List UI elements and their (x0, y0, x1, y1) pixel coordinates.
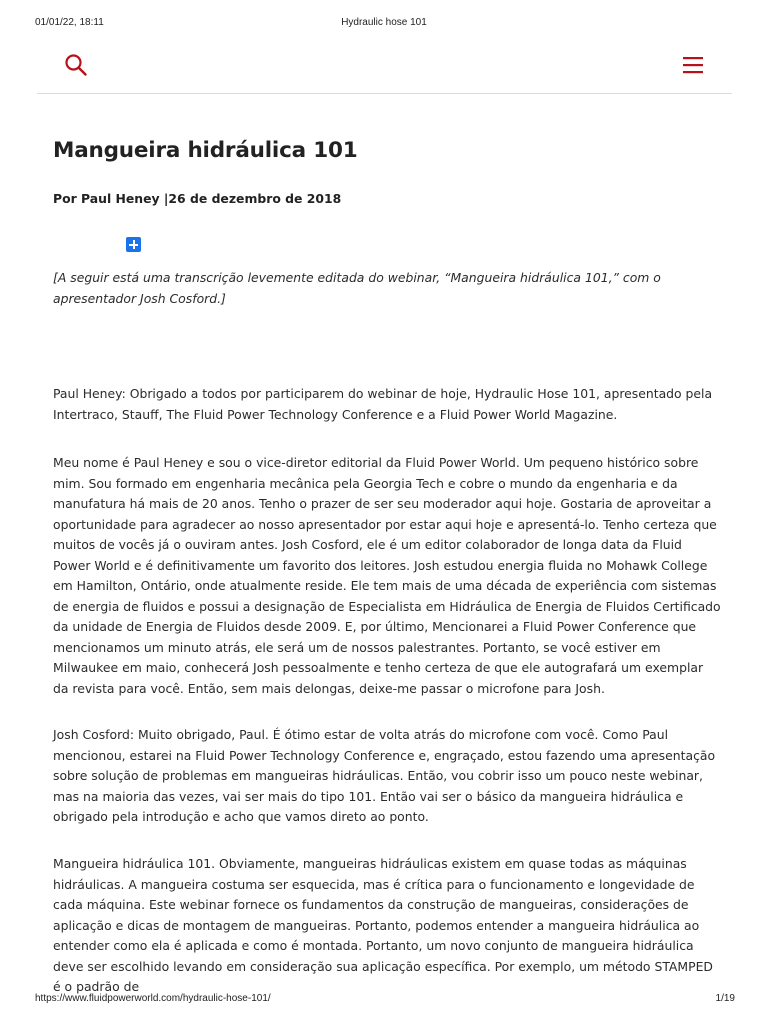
print-page-number: 1/19 (715, 993, 735, 1004)
plus-share-icon[interactable] (126, 237, 141, 252)
article-paragraph: Meu nome é Paul Heney e sou o vice-diretor editorial da Fluid Power World. Um pequeno histórico sobre mim. Sou formado em engenharia mecânica pela Georgia Tech e cobre o mundo da engenharia e da manufatura há mais de 20 anos. Tenho o prazer de ser seu moderador aqui hoje. Gostaria de aproveitar a oportunidade para agradecer ao nosso apresentador por estar aqui hoje e apresentá-lo. Tenho certeza que muitos de vocês já o ouviram antes. Josh Cosford, ele é um editor colaborador de longa data da Fluid Power World e é definitivamente um favorito dos leitores. Josh estudou energia fluida no Mohawk College em Hamilton, Ontário, onde atualmente reside. Ele tem mais de uma década de experiência com sistemas de energia de fluidos e possui a designação de Especialista em Hidráulica de Energia de Fluidos Certificado da unidade de Energia de Fluidos desde 2009. E, por último, Mencionarei a Fluid Power Conference que mencionamos um minuto atrás, ele será um de nossos palestrantes. Portanto, se você estiver em Milwaukee em maio, conhecerá Josh pessoalmente e tenho certeza de que ele autografará um exemplar da revista para você. Então, sem mais delongas, deixe-me passar o microfone para Josh. (53, 455, 721, 696)
print-url: https://www.fluidpowerworld.com/hydraulic-hose-101/ (35, 993, 271, 1004)
print-footer (0, 993, 768, 1007)
article (53, 136, 721, 994)
article-paragraph: Josh Cosford: Muito obrigado, Paul. É ótimo estar de volta atrás do microfone com você. Como Paul mencionou, estarei na Fluid Power Technology Conference e, engraçado, estou fazendo uma apresentação sobre solução de problemas em mangueiras hidráulicas. Então, vou cobrir isso um pouco neste webinar, mas na maioria das vezes, vai ser mais do tipo 101. Então vai ser o básico da mangueira hidráulica e obrigado pela introdução e acho que vamos direto ao ponto. (53, 727, 716, 824)
article-paragraph: Mangueira hidráulica 101. Obviamente, mangueiras hidráulicas existem em quase todas as máquinas hidráulicas. A mangueira costuma ser esquecida, mas é crítica para o funcionamento e longevidade de cada máquina. Este webinar fornece os fundamentos da construção de mangueiras, considerações de aplicação e dicas de montagem de mangueiras. Portanto, podemos entender a mangueira hidráulica ao entender como ela é aplicada e como é montada. Portanto, um novo conjunto de mangueira hidráulica deve ser escolhido levando em consideração sua aplicação específica. Por exemplo, um método STAMPED é o padrão de (53, 856, 713, 994)
article-byline: Por Paul Heney |26 de dezembro de 2018 (53, 191, 342, 206)
print-datetime: 01/01/22, 18:11 (35, 17, 104, 28)
article-intro: [A seguir está uma transcrição levemente editada do webinar, “Mangueira hidráulica 101,” com o apresentador Josh Cosford.] (53, 270, 661, 306)
article-title: Mangueira hidráulica 101 (53, 138, 358, 163)
print-page-title: Hydraulic hose 101 (341, 17, 427, 28)
article-paragraph: Paul Heney: Obrigado a todos por participarem do webinar de hoje, Hydraulic Hose 101, apresentado pela Intertraco, Stauff, The Fluid Power Technology Conference e a Fluid Power World Magazine. (53, 386, 713, 422)
